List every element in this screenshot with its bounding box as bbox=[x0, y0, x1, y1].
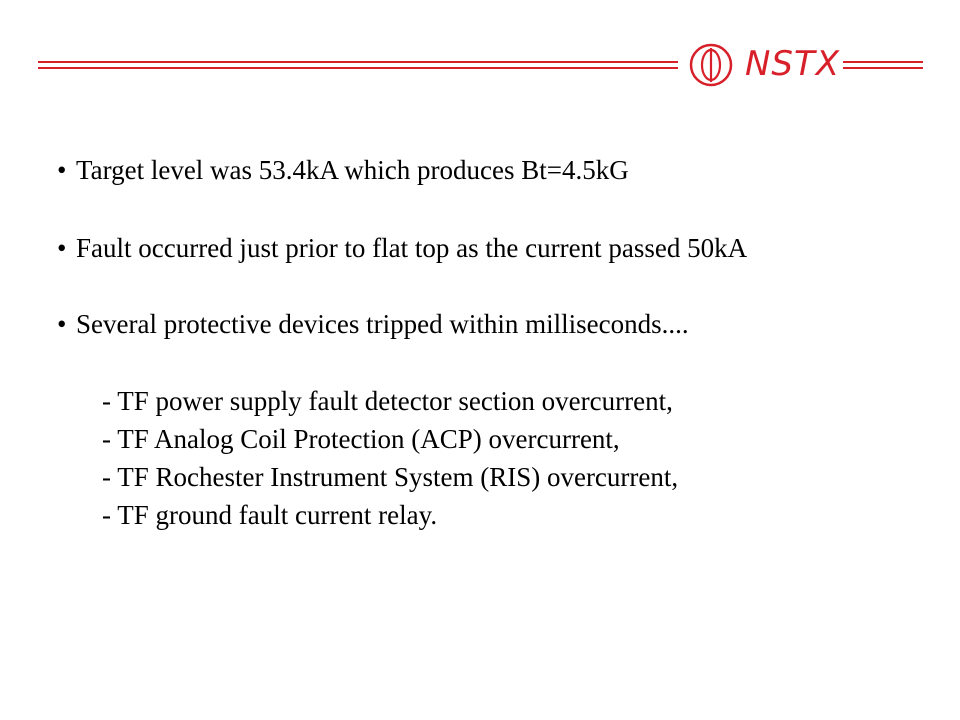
bullet-item bbox=[57, 154, 629, 186]
sub-item: - TF Analog Coil Protection (ACP) overcurrent, bbox=[102, 424, 620, 454]
header-rule-left-upper bbox=[38, 61, 678, 63]
logo-text: NSTX bbox=[745, 44, 841, 84]
bullet-marker: • bbox=[57, 155, 67, 185]
header-rule-right-lower bbox=[843, 67, 923, 69]
header-rule-left-lower bbox=[38, 67, 678, 69]
bullet-text: Fault occurred just prior to flat top as the current passed 50kA bbox=[76, 233, 748, 263]
nstx-emblem-icon bbox=[688, 42, 734, 88]
sub-item: - TF ground fault current relay. bbox=[102, 500, 438, 530]
bullet-text: Target level was 53.4kA which produces Bt=4.5kG bbox=[76, 155, 629, 185]
bullet-text: Several protective devices tripped within milliseconds.... bbox=[76, 309, 689, 339]
bullet-item bbox=[57, 308, 689, 340]
bullet-marker: • bbox=[57, 233, 67, 263]
bullet-marker: • bbox=[57, 309, 67, 339]
header-rule-right-upper bbox=[843, 61, 923, 63]
sub-item: - TF power supply fault detector section overcurrent, bbox=[102, 386, 673, 416]
bullet-item bbox=[57, 232, 747, 264]
sub-item: - TF Rochester Instrument System (RIS) overcurrent, bbox=[102, 462, 679, 492]
